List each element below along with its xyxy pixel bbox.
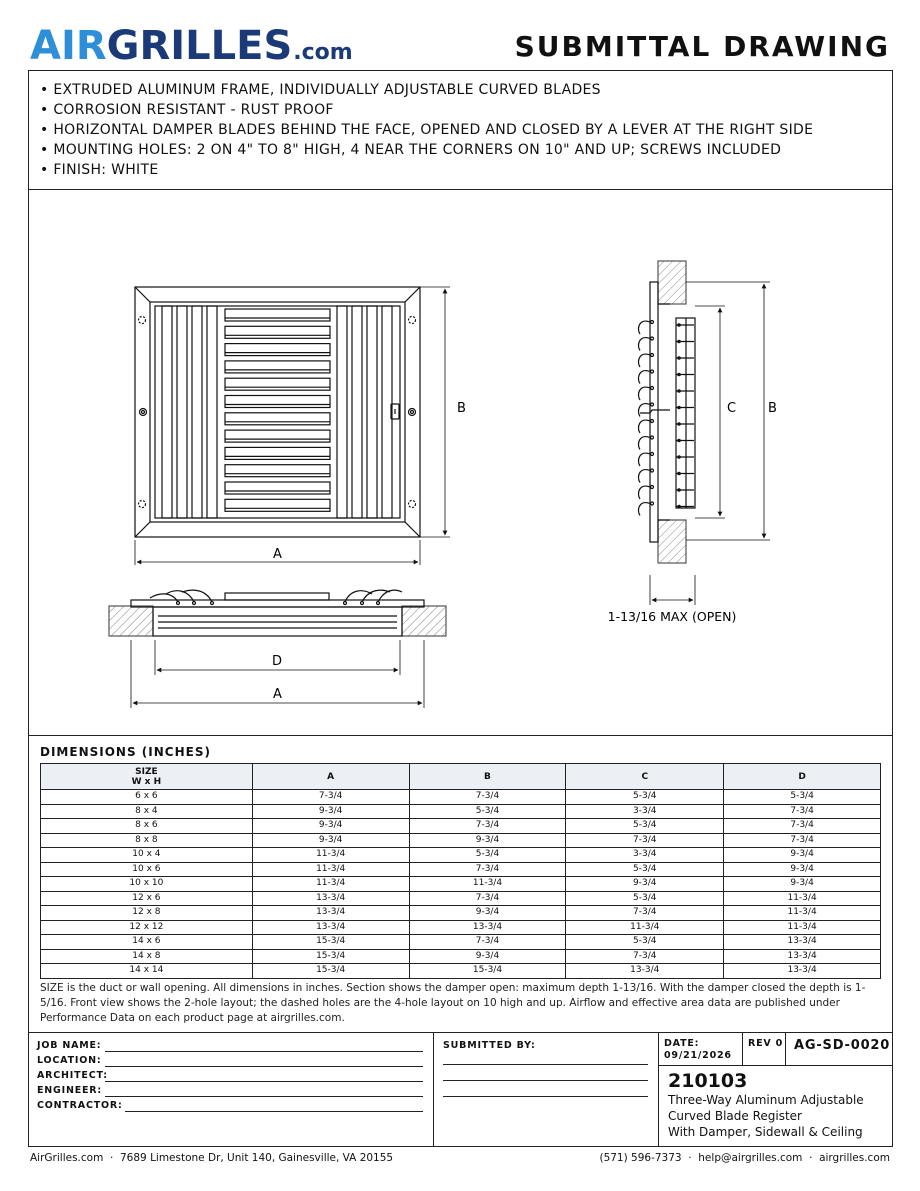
job-name-field[interactable]: JOB NAME:: [37, 1040, 101, 1051]
logo-part-com: .com: [293, 40, 353, 65]
table-cell: 8 x 8: [41, 833, 253, 848]
side-view: [638, 261, 770, 605]
revision-label: REV 0: [748, 1038, 784, 1049]
table-cell: 9-3/4: [252, 833, 409, 848]
table-cell: 11-3/4: [724, 906, 881, 921]
damper-blade: [225, 447, 330, 459]
document-number: AG-SD-0020: [794, 1038, 891, 1053]
description-line: Three-Way Aluminum Adjustable: [668, 1093, 864, 1107]
damper-blade: [225, 396, 330, 408]
table-row: [41, 935, 881, 950]
table-row: [41, 804, 881, 819]
dim-label-top-a: A: [273, 687, 282, 702]
table-cell: 8 x 6: [41, 819, 253, 834]
vertical-blade: [207, 306, 217, 518]
table-row: [41, 949, 881, 964]
table-cell: 7-3/4: [566, 949, 724, 964]
company-logo: [30, 22, 353, 69]
damper-blade: [225, 413, 330, 425]
depth-label: 1-13/16 MAX (OPEN): [607, 609, 737, 624]
table-row: [41, 819, 881, 834]
submitted-by-field[interactable]: SUBMITTED BY:: [443, 1040, 536, 1051]
col-header-c: C: [566, 764, 724, 790]
vertical-blade: [367, 306, 377, 518]
table-row: [41, 862, 881, 877]
table-cell: 7-3/4: [252, 790, 409, 805]
damper-blade: [225, 309, 330, 321]
table-cell: 5-3/4: [409, 848, 566, 863]
table-cell: 5-3/4: [566, 891, 724, 906]
engineer-field[interactable]: ENGINEER:: [37, 1085, 102, 1096]
curved-blade: [638, 354, 650, 367]
logo-part-grilles: GRILLES: [106, 23, 293, 69]
size-header-line2: W x H: [131, 776, 162, 787]
table-cell: 11-3/4: [252, 862, 409, 877]
footer-contact: (571) 596-7373 · help@airgrilles.com · airgrilles.com: [599, 1152, 890, 1164]
note-item: • CORROSION RESISTANT - RUST PROOF: [40, 100, 881, 120]
dimensions-table: [40, 763, 881, 979]
table-cell: 9-3/4: [724, 877, 881, 892]
contractor-field[interactable]: CONTRACTOR:: [37, 1100, 123, 1111]
dim-label-side-c: C: [727, 401, 737, 416]
table-cell: 7-3/4: [724, 833, 881, 848]
location-field[interactable]: LOCATION:: [37, 1055, 101, 1066]
table-cell: 15-3/4: [252, 949, 409, 964]
damper-blade: [225, 499, 330, 511]
table-cell: 7-3/4: [724, 804, 881, 819]
table-cell: 10 x 4: [41, 848, 253, 863]
note-item: • FINISH: WHITE: [40, 160, 881, 180]
table-row: [41, 790, 881, 805]
table-cell: 6 x 6: [41, 790, 253, 805]
table-cell: 7-3/4: [566, 833, 724, 848]
table-row: [41, 891, 881, 906]
table-cell: 3-3/4: [566, 848, 724, 863]
date-value: 09/21/2026: [664, 1050, 732, 1061]
table-row: [41, 920, 881, 935]
curved-blade: [638, 437, 650, 450]
document-title: SUBMITTAL DRAWING: [514, 30, 890, 63]
dim-label-front-a: A: [273, 547, 282, 562]
dimensions-note: SIZE is the duct or wall opening. All dimensions in inches. Section shows the damper open: maximum depth 1-13/16. With the damper closed the depth is 1-5/16. Front view shows the 2-hole layout; the dashed holes are the 4-hole layout on 10 high and up. Airflow and effective area data are published under Performance Data on each product page at airgrilles.com.: [40, 982, 866, 1024]
curved-blade: [638, 503, 650, 516]
table-cell: 11-3/4: [724, 920, 881, 935]
curved-blade: [638, 453, 650, 466]
vertical-blade: [337, 306, 347, 518]
front-view: [135, 287, 450, 565]
dim-label-top-d: D: [272, 654, 283, 669]
table-cell: 9-3/4: [566, 877, 724, 892]
architect-field[interactable]: ARCHITECT:: [37, 1070, 108, 1081]
damper-blade: [225, 430, 330, 442]
table-cell: 5-3/4: [724, 790, 881, 805]
table-cell: 13-3/4: [252, 906, 409, 921]
dim-label-side-b: B: [768, 401, 777, 416]
table-cell: 9-3/4: [252, 804, 409, 819]
table-cell: 7-3/4: [409, 935, 566, 950]
footer-address: AirGrilles.com · 7689 Limestone Dr, Unit 140, Gainesville, VA 20155: [30, 1152, 394, 1164]
table-cell: 7-3/4: [724, 819, 881, 834]
vertical-blade: [162, 306, 172, 518]
table-cell: 9-3/4: [409, 833, 566, 848]
table-cell: 7-3/4: [566, 906, 724, 921]
vertical-blade: [352, 306, 362, 518]
table-cell: 7-3/4: [409, 891, 566, 906]
model-number: 210103: [668, 1070, 748, 1092]
description-line: With Damper, Sidewall & Ceiling: [668, 1125, 863, 1139]
damper-blade: [225, 465, 330, 477]
damper-blade: [225, 326, 330, 338]
technical-drawing: [28, 190, 893, 736]
date-field: DATE: 09/21/2026: [664, 1038, 732, 1061]
table-row: [41, 964, 881, 979]
vertical-blade: [177, 306, 187, 518]
curved-blade: [638, 387, 650, 400]
curved-blade: [638, 470, 650, 483]
table-cell: 14 x 14: [41, 964, 253, 979]
product-notes: [28, 70, 893, 190]
size-header-line1: SIZE: [135, 766, 158, 777]
table-cell: 5-3/4: [566, 935, 724, 950]
table-cell: 13-3/4: [724, 935, 881, 950]
table-cell: 11-3/4: [409, 877, 566, 892]
table-cell: 12 x 12: [41, 920, 253, 935]
table-cell: 9-3/4: [409, 906, 566, 921]
table-cell: 15-3/4: [409, 964, 566, 979]
damper-blade: [225, 482, 330, 494]
table-cell: 14 x 8: [41, 949, 253, 964]
curved-blade: [638, 486, 650, 499]
product-description: [668, 1092, 864, 1140]
damper-blade: [225, 378, 330, 390]
table-row: [41, 833, 881, 848]
note-item: • EXTRUDED ALUMINUM FRAME, INDIVIDUALLY ADJUSTABLE CURVED BLADES: [40, 80, 881, 100]
table-cell: 13-3/4: [409, 920, 566, 935]
table-cell: 13-3/4: [724, 964, 881, 979]
table-cell: 7-3/4: [409, 862, 566, 877]
table-cell: 11-3/4: [252, 877, 409, 892]
logo-part-air: AIR: [30, 23, 107, 69]
table-cell: 13-3/4: [252, 920, 409, 935]
table-cell: 11-3/4: [252, 848, 409, 863]
curved-blade: [638, 338, 650, 351]
table-cell: 5-3/4: [409, 804, 566, 819]
table-cell: 7-3/4: [409, 790, 566, 805]
curved-blade: [638, 420, 650, 433]
table-cell: 5-3/4: [566, 862, 724, 877]
curved-blade: [638, 371, 650, 384]
table-cell: 12 x 6: [41, 891, 253, 906]
table-cell: 5-3/4: [566, 790, 724, 805]
table-cell: 13-3/4: [566, 964, 724, 979]
table-cell: 13-3/4: [252, 891, 409, 906]
table-cell: 15-3/4: [252, 935, 409, 950]
table-row: [41, 877, 881, 892]
dim-label-front-b: B: [457, 401, 466, 416]
table-cell: 3-3/4: [566, 804, 724, 819]
table-cell: 12 x 8: [41, 906, 253, 921]
table-cell: 13-3/4: [724, 949, 881, 964]
table-cell: 15-3/4: [252, 964, 409, 979]
title-block: [28, 1032, 893, 1147]
curved-blade: [638, 321, 650, 334]
table-header-row: [41, 764, 881, 790]
table-cell: 5-3/4: [566, 819, 724, 834]
dimensions-title: DIMENSIONS (INCHES): [40, 745, 211, 759]
table-cell: 9-3/4: [409, 949, 566, 964]
table-cell: 14 x 6: [41, 935, 253, 950]
table-row: [41, 906, 881, 921]
table-cell: 7-3/4: [409, 819, 566, 834]
table-cell: 9-3/4: [724, 862, 881, 877]
table-cell: 9-3/4: [252, 819, 409, 834]
col-header-b: B: [409, 764, 566, 790]
col-header-a: A: [252, 764, 409, 790]
col-header-size: [41, 764, 253, 790]
table-cell: 10 x 10: [41, 877, 253, 892]
col-header-d: D: [724, 764, 881, 790]
damper-blade: [225, 361, 330, 373]
table-cell: 11-3/4: [566, 920, 724, 935]
curved-blade: [638, 404, 650, 417]
table-cell: 8 x 4: [41, 804, 253, 819]
vertical-blade: [192, 306, 202, 518]
drawing-area: [28, 190, 893, 736]
description-line: Curved Blade Register: [668, 1109, 802, 1123]
note-item: • HORIZONTAL DAMPER BLADES BEHIND THE FACE, OPENED AND CLOSED BY A LEVER AT THE RIGHT SIDE: [40, 120, 881, 140]
table-cell: 11-3/4: [724, 891, 881, 906]
table-cell: 10 x 6: [41, 862, 253, 877]
note-item: • MOUNTING HOLES: 2 ON 4" TO 8" HIGH, 4 NEAR THE CORNERS ON 10" AND UP; SCREWS INCLUDED: [40, 140, 881, 160]
damper-blade: [225, 344, 330, 356]
table-cell: 9-3/4: [724, 848, 881, 863]
table-row: [41, 848, 881, 863]
